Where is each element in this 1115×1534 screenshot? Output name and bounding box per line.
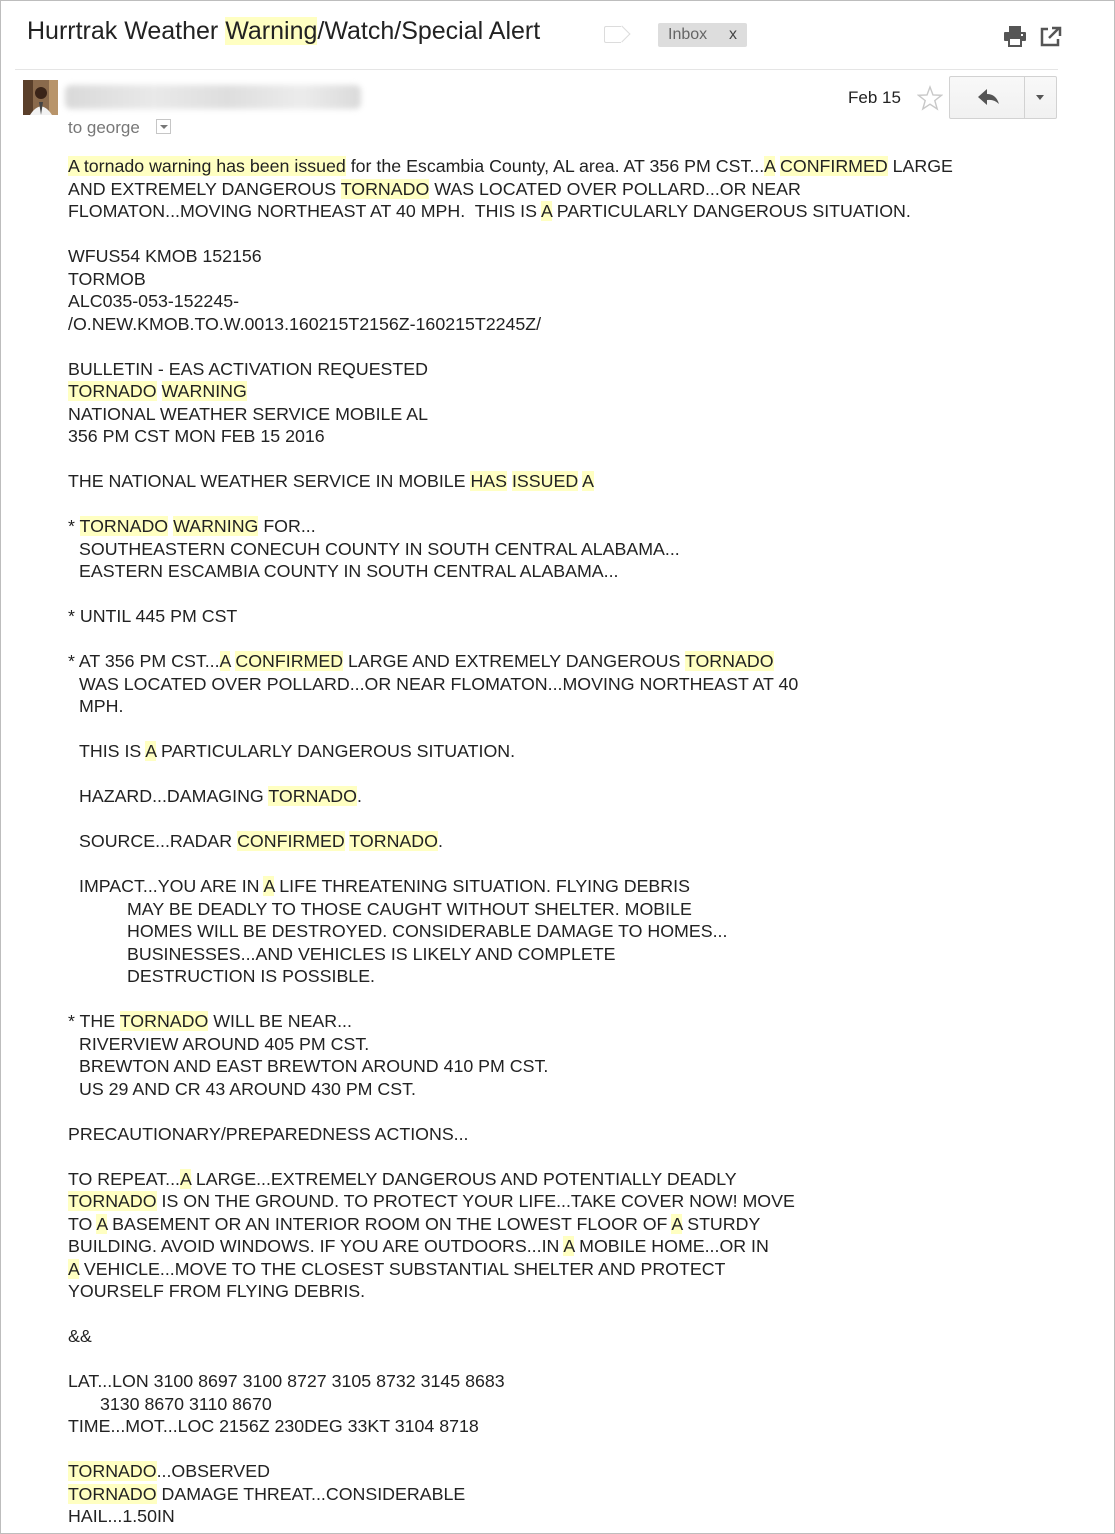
label-tag-icon[interactable] [604, 26, 621, 43]
body-line [68, 268, 1068, 291]
body-blank-line [68, 1438, 1068, 1461]
body-blank-line [68, 628, 1068, 651]
body-text: MAY BE DEADLY TO THOSE CAUGHT WITHOUT SHELTER. MOBILE [127, 898, 692, 919]
body-text: FLOMATON...MOVING NORTHEAST AT 40 MPH. THIS IS [68, 201, 541, 221]
subject-highlight: Warning [225, 17, 318, 45]
body-text: TORMOB [68, 268, 146, 289]
search-highlight: A tornado warning has been issued [68, 156, 346, 176]
search-highlight: TORNADO [684, 651, 774, 671]
body-text: STURDY [682, 1213, 761, 1234]
search-highlight: A [96, 1213, 108, 1234]
body-line [68, 1010, 1068, 1033]
body-text: NATIONAL WEATHER SERVICE MOBILE AL [68, 403, 428, 424]
body-line [68, 673, 1068, 696]
body-text: IMPACT...YOU ARE IN [79, 876, 264, 896]
header-divider [15, 69, 1058, 70]
search-highlight: A [263, 876, 275, 896]
body-blank-line [68, 1348, 1068, 1371]
reply-button[interactable] [950, 77, 1024, 118]
body-text: EASTERN ESCAMBIA COUNTY IN SOUTH CENTRAL ALABAMA... [79, 561, 619, 581]
body-text: for the Escambia County, AL area. AT 356 PM CST... [345, 156, 765, 176]
body-line [68, 560, 1068, 583]
body-line [68, 1258, 1068, 1281]
subject-text-after: /Watch/Special Alert [317, 17, 541, 45]
reply-button-group [949, 76, 1057, 119]
body-text: WFUS54 KMOB 152156 [68, 246, 262, 266]
body-line [68, 898, 1068, 921]
body-text: AND EXTREMELY DANGEROUS [68, 178, 341, 199]
body-text: /O.NEW.KMOB.TO.W.0013.160215T2156Z-160215T2245Z/ [68, 313, 542, 334]
body-text: LARGE...EXTREMELY DANGEROUS AND POTENTIALLY DEADLY [190, 1168, 737, 1189]
body-line [68, 155, 1068, 178]
body-line [68, 943, 1068, 966]
body-text: . [356, 786, 362, 806]
search-highlight: TORNADO [268, 786, 357, 806]
search-highlight: CONFIRMED [237, 831, 345, 851]
body-blank-line [68, 583, 1068, 606]
body-text: * UNTIL 445 PM CST [68, 606, 238, 626]
email-date[interactable]: Feb 15 [848, 88, 901, 107]
body-text: BUILDING. AVOID WINDOWS. IF YOU ARE OUTDOORS...IN [68, 1236, 564, 1256]
body-text: LIFE THREATENING SITUATION. FLYING DEBRIS [274, 876, 690, 896]
body-text: PARTICULARLY DANGEROUS SITUATION. [551, 201, 911, 221]
body-text: * THE [68, 1011, 120, 1031]
body-text: PRECAUTIONARY/PREPAREDNESS ACTIONS... [68, 1123, 469, 1144]
body-blank-line [68, 448, 1068, 471]
open-in-new-window-icon[interactable] [1040, 25, 1062, 47]
avatar-photo [23, 80, 58, 115]
body-line [68, 1235, 1068, 1258]
body-text: DESTRUCTION IS POSSIBLE. [127, 966, 375, 986]
search-highlight: WARNING [173, 516, 259, 536]
body-line [68, 470, 1068, 493]
body-text: VEHICLE...MOVE TO THE CLOSEST SUBSTANTIAL SHELTER AND PROTECT [78, 1258, 726, 1279]
body-line [68, 920, 1068, 943]
body-text: HAIL...1.50IN [68, 1506, 175, 1526]
body-text: LARGE AND EXTREMELY DANGEROUS [343, 651, 685, 671]
body-line [68, 1190, 1068, 1213]
body-line [68, 1055, 1068, 1078]
search-highlight: A [219, 651, 231, 671]
search-highlight: TORNADO [349, 831, 438, 851]
body-line [68, 965, 1068, 988]
body-blank-line [68, 853, 1068, 876]
body-line [68, 1078, 1068, 1101]
sender-name-blurred[interactable] [65, 85, 361, 109]
body-text: WAS LOCATED OVER POLLARD...OR NEAR [429, 178, 801, 199]
email-subject [27, 17, 540, 46]
body-blank-line [68, 808, 1068, 831]
remove-label-button[interactable]: x [729, 26, 737, 43]
body-line [68, 1213, 1068, 1236]
body-line [68, 1483, 1068, 1506]
body-text: 356 PM CST MON FEB 15 2016 [68, 426, 325, 446]
sender-avatar[interactable] [23, 80, 58, 115]
body-blank-line [68, 763, 1068, 786]
search-highlight: WARNING [161, 381, 247, 401]
body-blank-line [68, 718, 1068, 741]
body-text: PARTICULARLY DANGEROUS SITUATION. [156, 741, 516, 761]
body-text: BULLETIN - EAS ACTIVATION REQUESTED [68, 358, 428, 379]
body-line [68, 1280, 1068, 1303]
body-text: LARGE [887, 156, 953, 176]
body-line [68, 695, 1068, 718]
body-text: BASEMENT OR AN INTERIOR ROOM ON THE LOWEST FLOOR OF [107, 1213, 672, 1234]
body-text: LAT...LON 3100 8697 3100 8727 3105 8732 3145 8683 [68, 1371, 505, 1391]
body-blank-line [68, 1145, 1068, 1168]
subject-text-before: Hurrtrak Weather [27, 17, 226, 45]
body-text: TO REPEAT... [68, 1168, 180, 1189]
body-text: THE NATIONAL WEATHER SERVICE IN MOBILE [68, 471, 471, 491]
body-text: HOMES WILL BE DESTROYED. CONSIDERABLE DAMAGE TO HOMES... [127, 921, 728, 941]
email-body [68, 155, 1068, 1528]
body-text: ...OBSERVED [156, 1461, 270, 1481]
body-line [68, 650, 1068, 673]
body-text: * AT 356 PM CST... [68, 651, 220, 671]
search-highlight: TORNADO [79, 516, 169, 536]
search-highlight: TORNADO [68, 1483, 157, 1504]
search-highlight: A [563, 1236, 575, 1256]
body-line [68, 1505, 1068, 1528]
body-text: RIVERVIEW AROUND 405 PM CST. [79, 1033, 370, 1054]
search-highlight: A [68, 1258, 79, 1279]
body-line [68, 1033, 1068, 1056]
star-icon[interactable] [917, 85, 943, 111]
search-highlight: A [671, 1213, 683, 1234]
show-details-dropdown[interactable] [156, 119, 171, 134]
body-blank-line [68, 988, 1068, 1011]
search-highlight: TORNADO [119, 1011, 209, 1031]
body-blank-line [68, 335, 1068, 358]
body-line [68, 785, 1068, 808]
subject-bar [1, 1, 1114, 69]
body-text: US 29 AND CR 43 AROUND 430 PM CST. [79, 1078, 416, 1099]
reply-arrow-icon [950, 77, 1024, 118]
body-line [68, 1123, 1068, 1146]
search-highlight: TORNADO [340, 178, 430, 199]
search-highlight: A [764, 156, 776, 176]
body-line [68, 178, 1068, 201]
body-text: BREWTON AND EAST BREWTON AROUND 410 PM CST. [79, 1056, 549, 1076]
body-text: DAMAGE THREAT...CONSIDERABLE [156, 1483, 466, 1504]
inbox-label-text[interactable]: Inbox [668, 26, 708, 43]
search-highlight: TORNADO [68, 1191, 157, 1211]
body-line [68, 290, 1068, 313]
body-line [68, 830, 1068, 853]
body-line [68, 1370, 1068, 1393]
search-highlight: A [145, 741, 157, 761]
body-text: . [437, 831, 443, 851]
body-line [68, 380, 1068, 403]
search-highlight: TORNADO [68, 381, 157, 401]
body-text: * [68, 516, 80, 536]
more-actions-dropdown[interactable] [1025, 77, 1056, 118]
body-line [68, 1168, 1068, 1191]
search-highlight: CONFIRMED [780, 156, 888, 176]
body-text: HAZARD...DAMAGING [79, 786, 269, 806]
body-line [68, 875, 1068, 898]
search-highlight: A [540, 201, 552, 221]
body-text: YOURSELF FROM FLYING DEBRIS. [68, 1281, 366, 1301]
body-text: WAS LOCATED OVER POLLARD...OR NEAR FLOMATON...MOVING NORTHEAST AT 40 [79, 673, 799, 694]
body-text [157, 381, 162, 401]
print-icon[interactable] [1003, 25, 1027, 47]
body-line [68, 1460, 1068, 1483]
body-text: TIME...MOT...LOC 2156Z 230DEG 33KT 3104 8718 [68, 1416, 479, 1436]
body-line [68, 740, 1068, 763]
body-line [68, 403, 1068, 426]
search-highlight: HAS [470, 471, 508, 491]
body-text: WILL BE NEAR... [208, 1011, 352, 1031]
search-highlight: TORNADO [68, 1461, 157, 1481]
body-line [68, 1393, 1068, 1416]
body-text: 3130 8670 3110 8670 [100, 1393, 272, 1414]
body-line [68, 1325, 1068, 1348]
body-blank-line [68, 1100, 1068, 1123]
body-line [68, 313, 1068, 336]
body-blank-line [68, 493, 1068, 516]
body-line [68, 515, 1068, 538]
body-blank-line [68, 1303, 1068, 1326]
body-text: BUSINESSES...AND VEHICLES IS LIKELY AND COMPLETE [127, 943, 616, 964]
body-text: SOURCE...RADAR [79, 831, 238, 851]
body-line [68, 245, 1068, 268]
body-line [68, 605, 1068, 628]
search-highlight: A [179, 1168, 191, 1189]
body-text: FOR... [258, 516, 316, 536]
body-line [68, 358, 1068, 381]
body-line [68, 200, 1068, 223]
search-highlight: ISSUED [511, 471, 579, 491]
inbox-label-chip[interactable] [658, 23, 747, 47]
body-blank-line [68, 223, 1068, 246]
body-text: TO [68, 1213, 97, 1234]
body-text: ALC035-053-152245- [68, 291, 240, 311]
body-text: THIS IS [79, 741, 146, 761]
search-highlight: CONFIRMED [235, 651, 344, 671]
search-highlight: A [582, 471, 595, 491]
body-text: SOUTHEASTERN CONECUH COUNTY IN SOUTH CENTRAL ALABAMA... [79, 538, 680, 559]
body-line [68, 425, 1068, 448]
body-text: MPH. [79, 696, 124, 716]
recipient-line: to george [68, 118, 140, 137]
body-text: && [68, 1326, 92, 1346]
body-text: IS ON THE GROUND. TO PROTECT YOUR LIFE...TAKE COVER NOW! MOVE [156, 1191, 795, 1211]
body-line [68, 1415, 1068, 1438]
body-text: MOBILE HOME...OR IN [574, 1236, 769, 1256]
body-line [68, 538, 1068, 561]
